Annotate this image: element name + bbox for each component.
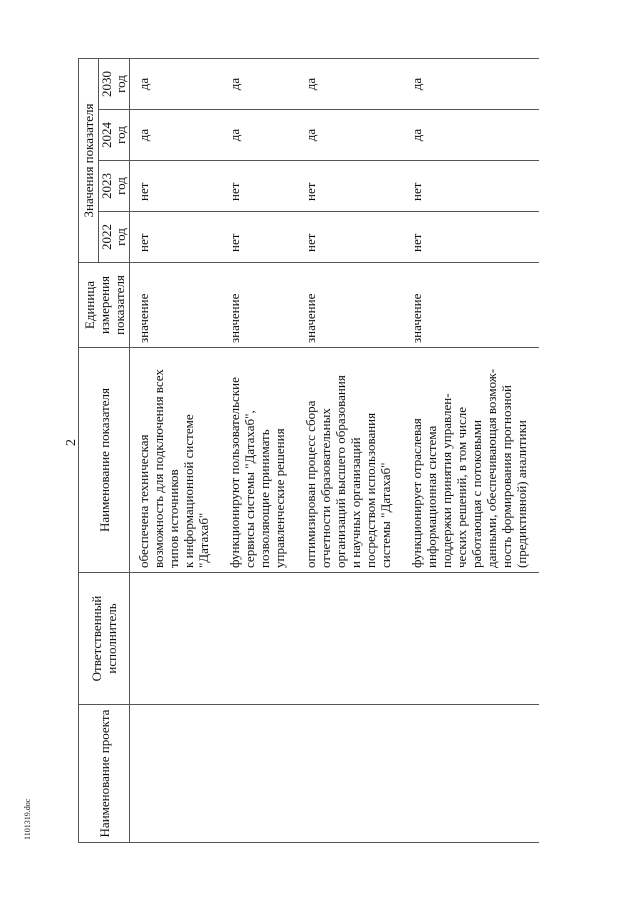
- cell-value-2024: да: [221, 110, 297, 161]
- cell-value-2022: нет: [403, 212, 539, 263]
- cell-unit: значение: [403, 263, 539, 348]
- indicators-table: [78, 58, 539, 843]
- table-row: [403, 58, 539, 842]
- header-unit: Единица измерения показателя: [79, 263, 130, 348]
- cell-value-2023: нет: [403, 161, 539, 212]
- header-indicator: Наименование показателя: [79, 348, 130, 573]
- cell-value-2023: нет: [221, 161, 297, 212]
- cell-unit: значение: [221, 263, 297, 348]
- cell-value-2023: нет: [130, 161, 222, 212]
- indicators-table-wrapper: [78, 59, 529, 843]
- header-year-2024: 2024 год: [99, 110, 130, 161]
- cell-indicator: функционирует отраслевая информационная система поддержки принятия управлен- ческих решений, в том числе работающая с потоковыми данными, обеспечивающая возмож- ность формирования прогнозной (предиктивной) аналитики: [403, 348, 539, 573]
- cell-value-2022: нет: [221, 212, 297, 263]
- header-year-2023: 2023 год: [99, 161, 130, 212]
- header-year-2022: 2022 год: [99, 212, 130, 263]
- document-code: 1101319.doc: [23, 798, 32, 840]
- cell-value-2030: да: [130, 58, 222, 109]
- page-number: 2: [64, 439, 79, 446]
- cell-project: [403, 705, 539, 843]
- cell-indicator: обеспечена техническая возможность для подключения всех типов источников к информационной системе "Датахаб": [130, 348, 222, 573]
- cell-unit: значение: [297, 263, 403, 348]
- cell-value-2030: да: [297, 58, 403, 109]
- cell-indicator: функционируют пользовательские сервисы системы "Датахаб", позволяющие принимать управленческие решения: [221, 348, 297, 573]
- cell-value-2022: нет: [130, 212, 222, 263]
- cell-unit: значение: [130, 263, 222, 348]
- cell-project: [297, 705, 403, 843]
- cell-executor: [297, 573, 403, 705]
- table-row: [221, 58, 297, 842]
- cell-executor: [221, 573, 297, 705]
- cell-value-2030: да: [403, 58, 539, 109]
- table-row: [130, 58, 222, 842]
- table-row: [297, 58, 403, 842]
- cell-executor: [403, 573, 539, 705]
- cell-value-2023: нет: [297, 161, 403, 212]
- header-project: Наименование проекта: [79, 705, 130, 843]
- header-executor: Ответственный исполнитель: [79, 573, 130, 705]
- cell-project: [221, 705, 297, 843]
- header-values: Значения показателя: [79, 58, 99, 262]
- cell-value-2024: да: [297, 110, 403, 161]
- cell-project: [130, 705, 222, 843]
- cell-value-2024: да: [130, 110, 222, 161]
- cell-value-2022: нет: [297, 212, 403, 263]
- cell-indicator: оптимизирован процесс сбора отчетности образовательных организаций высшего образования и научных организаций посредством использования системы "Датахаб": [297, 348, 403, 573]
- header-row: [79, 58, 99, 842]
- cell-executor: [130, 573, 222, 705]
- cell-value-2024: да: [403, 110, 539, 161]
- header-year-2030: 2030 год: [99, 58, 130, 109]
- cell-value-2030: да: [221, 58, 297, 109]
